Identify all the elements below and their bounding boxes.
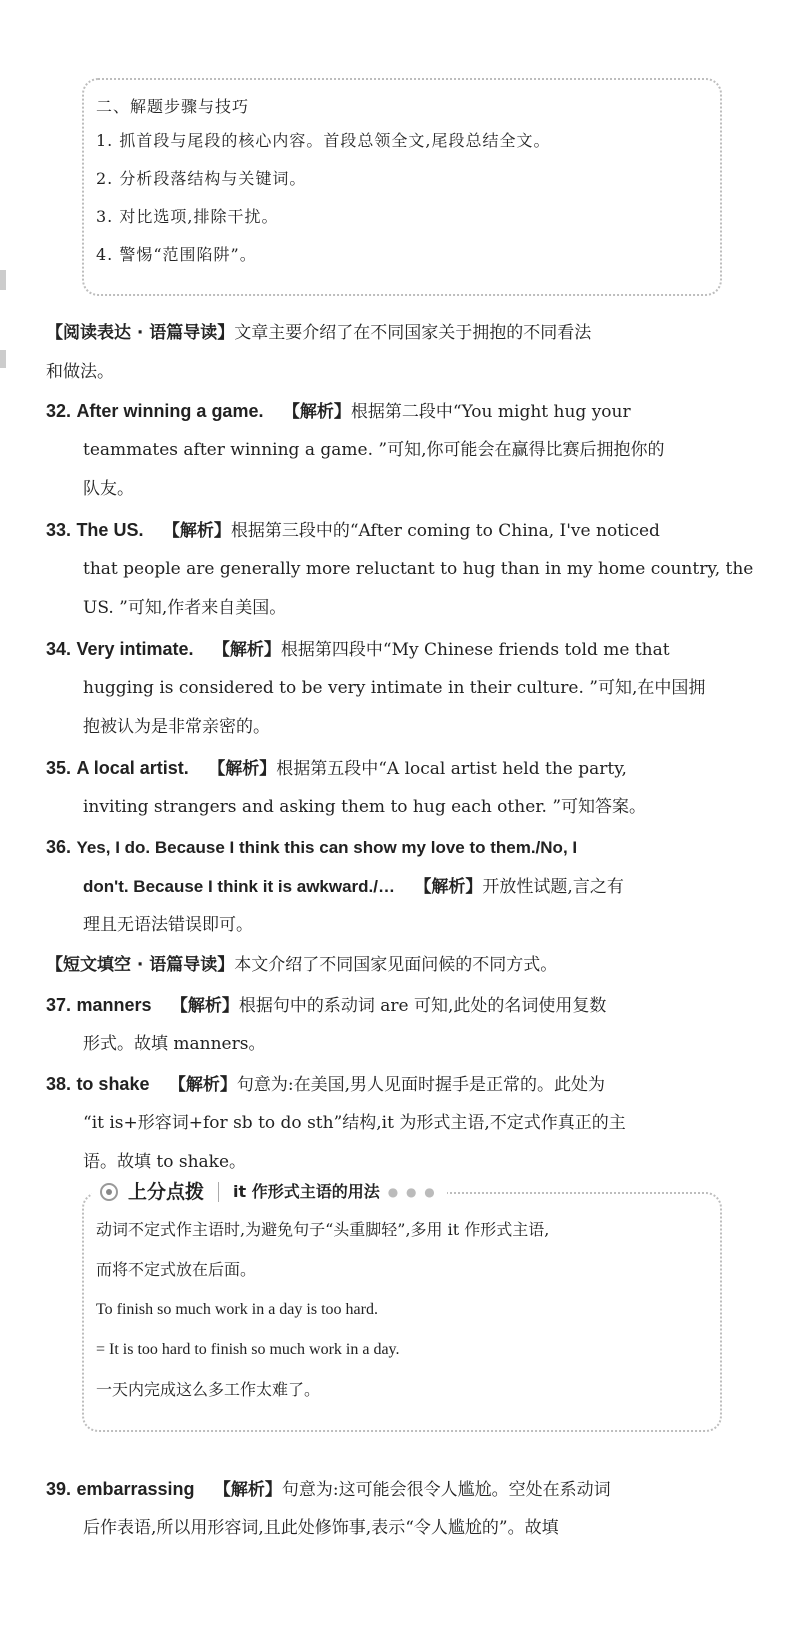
analysis-tag: 【解析】: [168, 1075, 237, 1095]
analysis-text: 根据第四段中“My Chinese friends told me that: [280, 640, 670, 660]
tips-step: 3. 对比选项,排除干扰。: [96, 207, 279, 226]
answer-item-39: [46, 1470, 736, 1548]
analysis-text: 语。故填 to shake。: [83, 1152, 247, 1172]
page-edge-mark: [0, 270, 6, 290]
answer-text: Yes, I do. Because I think this can show my love to them./No, I: [76, 838, 578, 857]
analysis-tag: 【解析】: [170, 996, 239, 1016]
answer-item-32: [46, 392, 736, 509]
analysis-text: 句意为:这可能会很令人尴尬。空处在系动词: [281, 1480, 611, 1500]
analysis-text: that people are generally more reluctant to hug than in my home country, the: [83, 559, 754, 579]
answer-text: embarrassing: [76, 1479, 195, 1499]
question-number: 34.: [46, 639, 72, 659]
analysis-text: “it is+形容词+for sb to do sth”结构,it 为形式主语,不定式作真正的主: [83, 1113, 626, 1133]
target-icon: [100, 1183, 118, 1201]
answer-text: don't. Because I think it is awkward./…: [83, 877, 396, 896]
divider: [218, 1182, 219, 1202]
answer-item-36: [46, 828, 736, 945]
answer-item-37: [46, 986, 736, 1064]
answer-item-38: [46, 1065, 736, 1182]
analysis-text: 开放性试题,言之有: [482, 877, 624, 897]
tip-subtitle: it 作形式主语的用法: [233, 1182, 380, 1201]
grammar-tip-header: [92, 1176, 447, 1208]
answer-text: After winning a game.: [76, 401, 264, 421]
reading-guide: [46, 314, 736, 392]
analysis-text: 理且无语法错误即可。: [83, 915, 253, 935]
analysis-text: 队友。: [83, 479, 134, 499]
analysis-tag: 【解析】: [414, 877, 483, 897]
analysis-text: 后作表语,所以用形容词,且此处修饰事,表示“令人尴尬的”。故填: [83, 1518, 559, 1538]
tip-translation: 一天内完成这么多工作太难了。: [96, 1380, 321, 1399]
question-number: 38.: [46, 1074, 72, 1094]
tips-step: 2. 分析段落结构与关键词。: [96, 169, 307, 188]
analysis-text: 句意为:在美国,男人见面时握手是正常的。此处为: [236, 1075, 606, 1095]
answer-text: to shake: [76, 1074, 150, 1094]
analysis-tag: 【解析】: [213, 1480, 282, 1500]
tips-step: 1. 抓首段与尾段的核心内容。首段总领全文,尾段总结全文。: [96, 131, 551, 150]
tip-line: 而将不定式放在后面。: [96, 1260, 257, 1279]
cloze-guide-head: 【短文填空 · 语篇导读】: [46, 955, 235, 975]
analysis-text: 根据第二段中“You might hug your: [350, 402, 631, 422]
tips-step: 4. 警惕“范围陷阱”。: [96, 245, 257, 264]
question-number: 36.: [46, 837, 72, 857]
answer-text: manners: [76, 995, 152, 1015]
cloze-guide-text: 本文介绍了不同国家见面问候的不同方式。: [234, 955, 558, 975]
tip-line: 动词不定式作主语时,为避免句子“头重脚轻”,多用 it 作形式主语,: [96, 1220, 550, 1239]
question-number: 39.: [46, 1479, 72, 1499]
analysis-text: teammates after winning a game. ”可知,你可能会在赢得比赛后拥抱你的: [83, 440, 665, 460]
answer-item-33: [46, 511, 754, 628]
answer-text: A local artist.: [76, 758, 189, 778]
analysis-tag: 【解析】: [212, 640, 281, 660]
tip-example: = It is too hard to finish so much work in a day.: [96, 1341, 400, 1358]
decorative-dots: ● ● ●: [387, 1185, 437, 1199]
analysis-tag: 【解析】: [282, 402, 351, 422]
analysis-text: 根据第三段中的“After coming to China, I've noticed: [230, 521, 660, 541]
answer-item-34: [46, 630, 736, 747]
analysis-tag: 【解析】: [208, 759, 277, 779]
reading-guide-head: 【阅读表达 · 语篇导读】: [46, 323, 235, 343]
analysis-text: US. ”可知,作者来自美国。: [83, 598, 287, 618]
answer-item-35: [46, 749, 736, 827]
question-number: 32.: [46, 401, 72, 421]
tip-label: 上分点拨: [128, 1181, 205, 1203]
solving-tips-box: [82, 78, 722, 296]
analysis-text: inviting strangers and asking them to hug each other. ”可知答案。: [83, 797, 647, 817]
analysis-text: 抱被认为是非常亲密的。: [83, 717, 270, 737]
answer-text: The US.: [76, 520, 144, 540]
reading-guide-text: 和做法。: [46, 362, 114, 382]
cloze-guide: [46, 946, 736, 985]
question-number: 35.: [46, 758, 72, 778]
analysis-text: hugging is considered to be very intimate in their culture. ”可知,在中国拥: [83, 678, 706, 698]
analysis-tag: 【解析】: [162, 521, 231, 541]
analysis-text: 根据第五段中“A local artist held the party,: [276, 759, 627, 779]
analysis-text: 根据句中的系动词 are 可知,此处的名词使用复数: [238, 996, 607, 1016]
tip-example: To finish so much work in a day is too hard.: [96, 1301, 378, 1318]
reading-guide-text: 文章主要介绍了在不同国家关于拥抱的不同看法: [234, 323, 592, 343]
page-edge-mark: [0, 350, 6, 368]
tips-title: 二、解题步骤与技巧: [96, 97, 250, 116]
grammar-tip-box: [82, 1192, 722, 1432]
question-number: 37.: [46, 995, 72, 1015]
question-number: 33.: [46, 520, 72, 540]
analysis-text: 形式。故填 manners。: [83, 1034, 266, 1054]
answer-text: Very intimate.: [76, 639, 194, 659]
